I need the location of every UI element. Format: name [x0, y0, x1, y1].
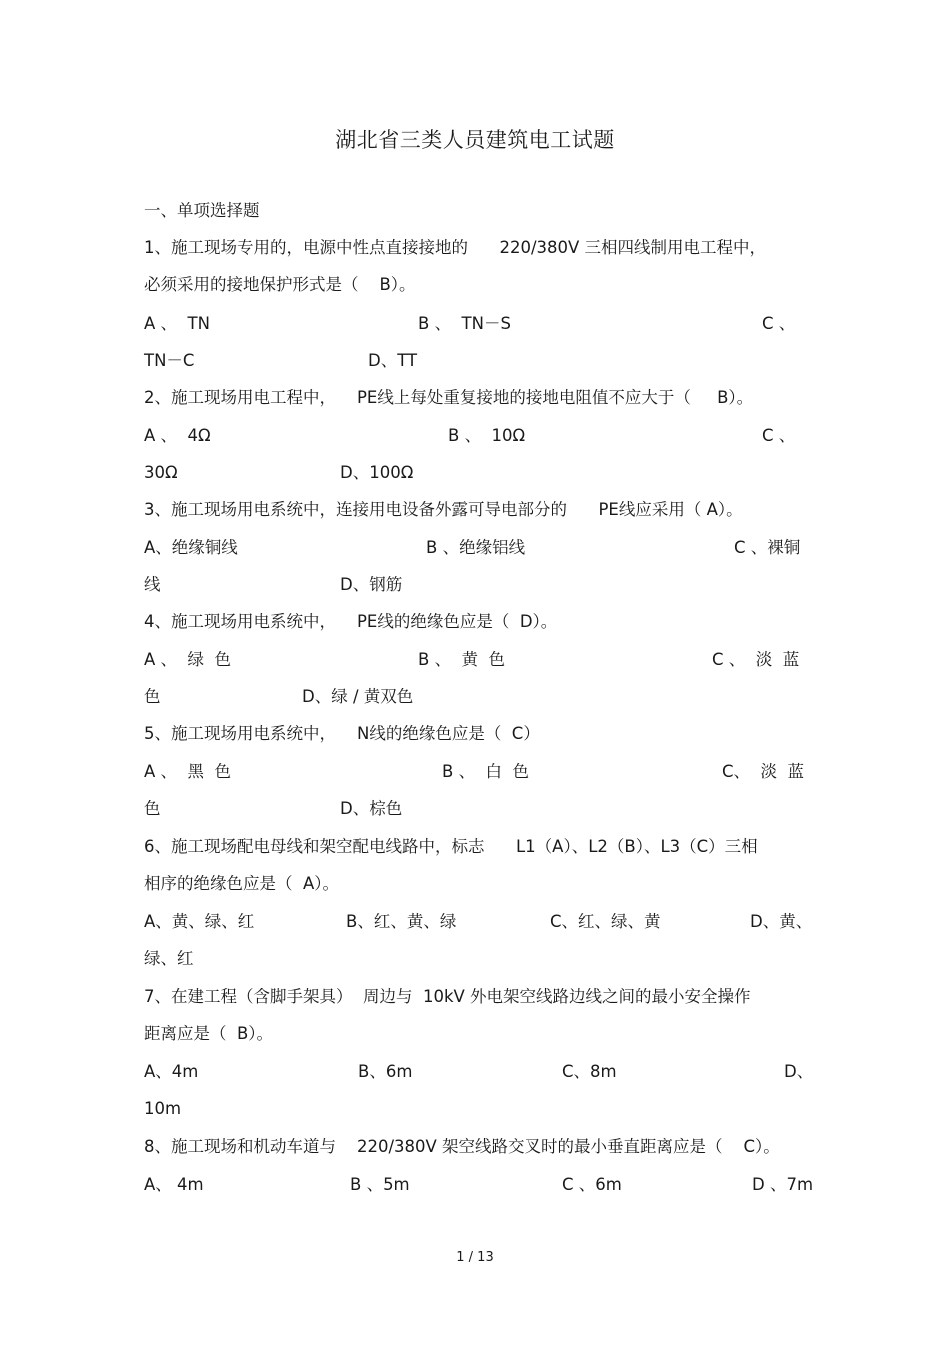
question-2-line-1: 2、施工现场用电工程中， PE线上每处重复接地的接地电阻值不应大于（ B）。 — [144, 388, 754, 407]
q6-option-d-cont: 绿、红 — [144, 949, 194, 968]
question-1-line-1: 1、施工现场专用的，电源中性点直接接地的 220/380V 三相四线制用电工程中， — [144, 238, 767, 257]
q3-option-b: B 、绝缘铝线 — [426, 538, 526, 557]
question-7-line-1: 7、在建工程（含脚手架具） 周边与 10kV 外电架空线路边线之间的最小安全操作 — [144, 987, 751, 1006]
page-number: 1 / 13 — [456, 1250, 494, 1265]
question-6-line-1: 6、施工现场配电母线和架空配电线路中，标志 L1（A）、L2（B）、L3（C）三相 — [144, 837, 758, 856]
q1-option-a: A 、 TN — [144, 314, 210, 333]
q5-option-c: C、 淡 蓝 — [722, 762, 805, 781]
question-1-line-2: 必须采用的接地保护形式是（ B）。 — [144, 275, 416, 294]
q3-option-d: D、钢筋 — [340, 575, 403, 594]
q2-option-a: A 、 4Ω — [144, 426, 211, 445]
q2-option-b: B 、 10Ω — [448, 426, 526, 445]
q5-option-b: B 、 白 色 — [442, 762, 530, 781]
q7-option-b: B、6m — [358, 1062, 413, 1081]
q8-option-b: B 、5m — [350, 1175, 410, 1194]
question-8-line-1: 8、施工现场和机动车道与 220/380V 架空线路交叉时的最小垂直距离应是（ C）。 — [144, 1137, 780, 1156]
q7-option-d-cont: 10m — [144, 1099, 182, 1118]
q8-option-d: D 、7m — [752, 1175, 814, 1194]
q8-option-a: A、 4m — [144, 1175, 204, 1194]
q3-option-c: C 、裸铜 — [734, 538, 801, 557]
q5-option-c-cont: 色 — [144, 799, 161, 818]
q4-option-c: C 、 淡 蓝 — [712, 650, 800, 669]
q5-option-d: D、棕色 — [340, 799, 403, 818]
q7-option-a: A、4m — [144, 1062, 199, 1081]
question-7-line-2: 距离应是（ B）。 — [144, 1024, 274, 1043]
q4-option-d: D、绿 / 黄双色 — [302, 687, 414, 706]
q3-option-c-cont: 线 — [144, 575, 161, 594]
document-title: 湖北省三类人员建筑电工试题 — [335, 128, 615, 152]
question-3-line-1: 3、施工现场用电系统中，连接用电设备外露可导电部分的 PE线应采用（ A）。 — [144, 500, 743, 519]
q2-option-c-cont: 30Ω — [144, 463, 178, 482]
section-heading: 一、单项选择题 — [144, 201, 260, 220]
q6-option-d: D、黄、 — [750, 912, 813, 931]
q1-option-c: C 、 — [762, 314, 796, 333]
q5-option-a: A 、 黑 色 — [144, 762, 232, 781]
q1-option-d: D、TT — [368, 351, 418, 370]
question-6-line-2: 相序的绝缘色应是（ A）。 — [144, 874, 340, 893]
q6-option-b: B、红、黄、绿 — [346, 912, 457, 931]
q4-option-b: B 、 黄 色 — [418, 650, 506, 669]
q7-option-c: C、8m — [562, 1062, 617, 1081]
q4-option-c-cont: 色 — [144, 687, 161, 706]
q3-option-a: A、绝缘铜线 — [144, 538, 238, 557]
q1-option-b: B 、 TN－S — [418, 314, 511, 333]
q2-option-d: D、100Ω — [340, 463, 414, 482]
q4-option-a: A 、 绿 色 — [144, 650, 232, 669]
q8-option-c: C 、6m — [562, 1175, 622, 1194]
q6-option-c: C、红、绿、黄 — [550, 912, 661, 931]
question-4-line-1: 4、施工现场用电系统中， PE线的绝缘色应是（ D）。 — [144, 612, 558, 631]
question-5-line-1: 5、施工现场用电系统中， N线的绝缘色应是（ C） — [144, 724, 540, 743]
q1-option-c-cont: TN－C — [144, 351, 195, 370]
q6-option-a: A、黄、绿、红 — [144, 912, 255, 931]
q2-option-c: C 、 — [762, 426, 796, 445]
q7-option-d: D、 — [784, 1062, 814, 1081]
